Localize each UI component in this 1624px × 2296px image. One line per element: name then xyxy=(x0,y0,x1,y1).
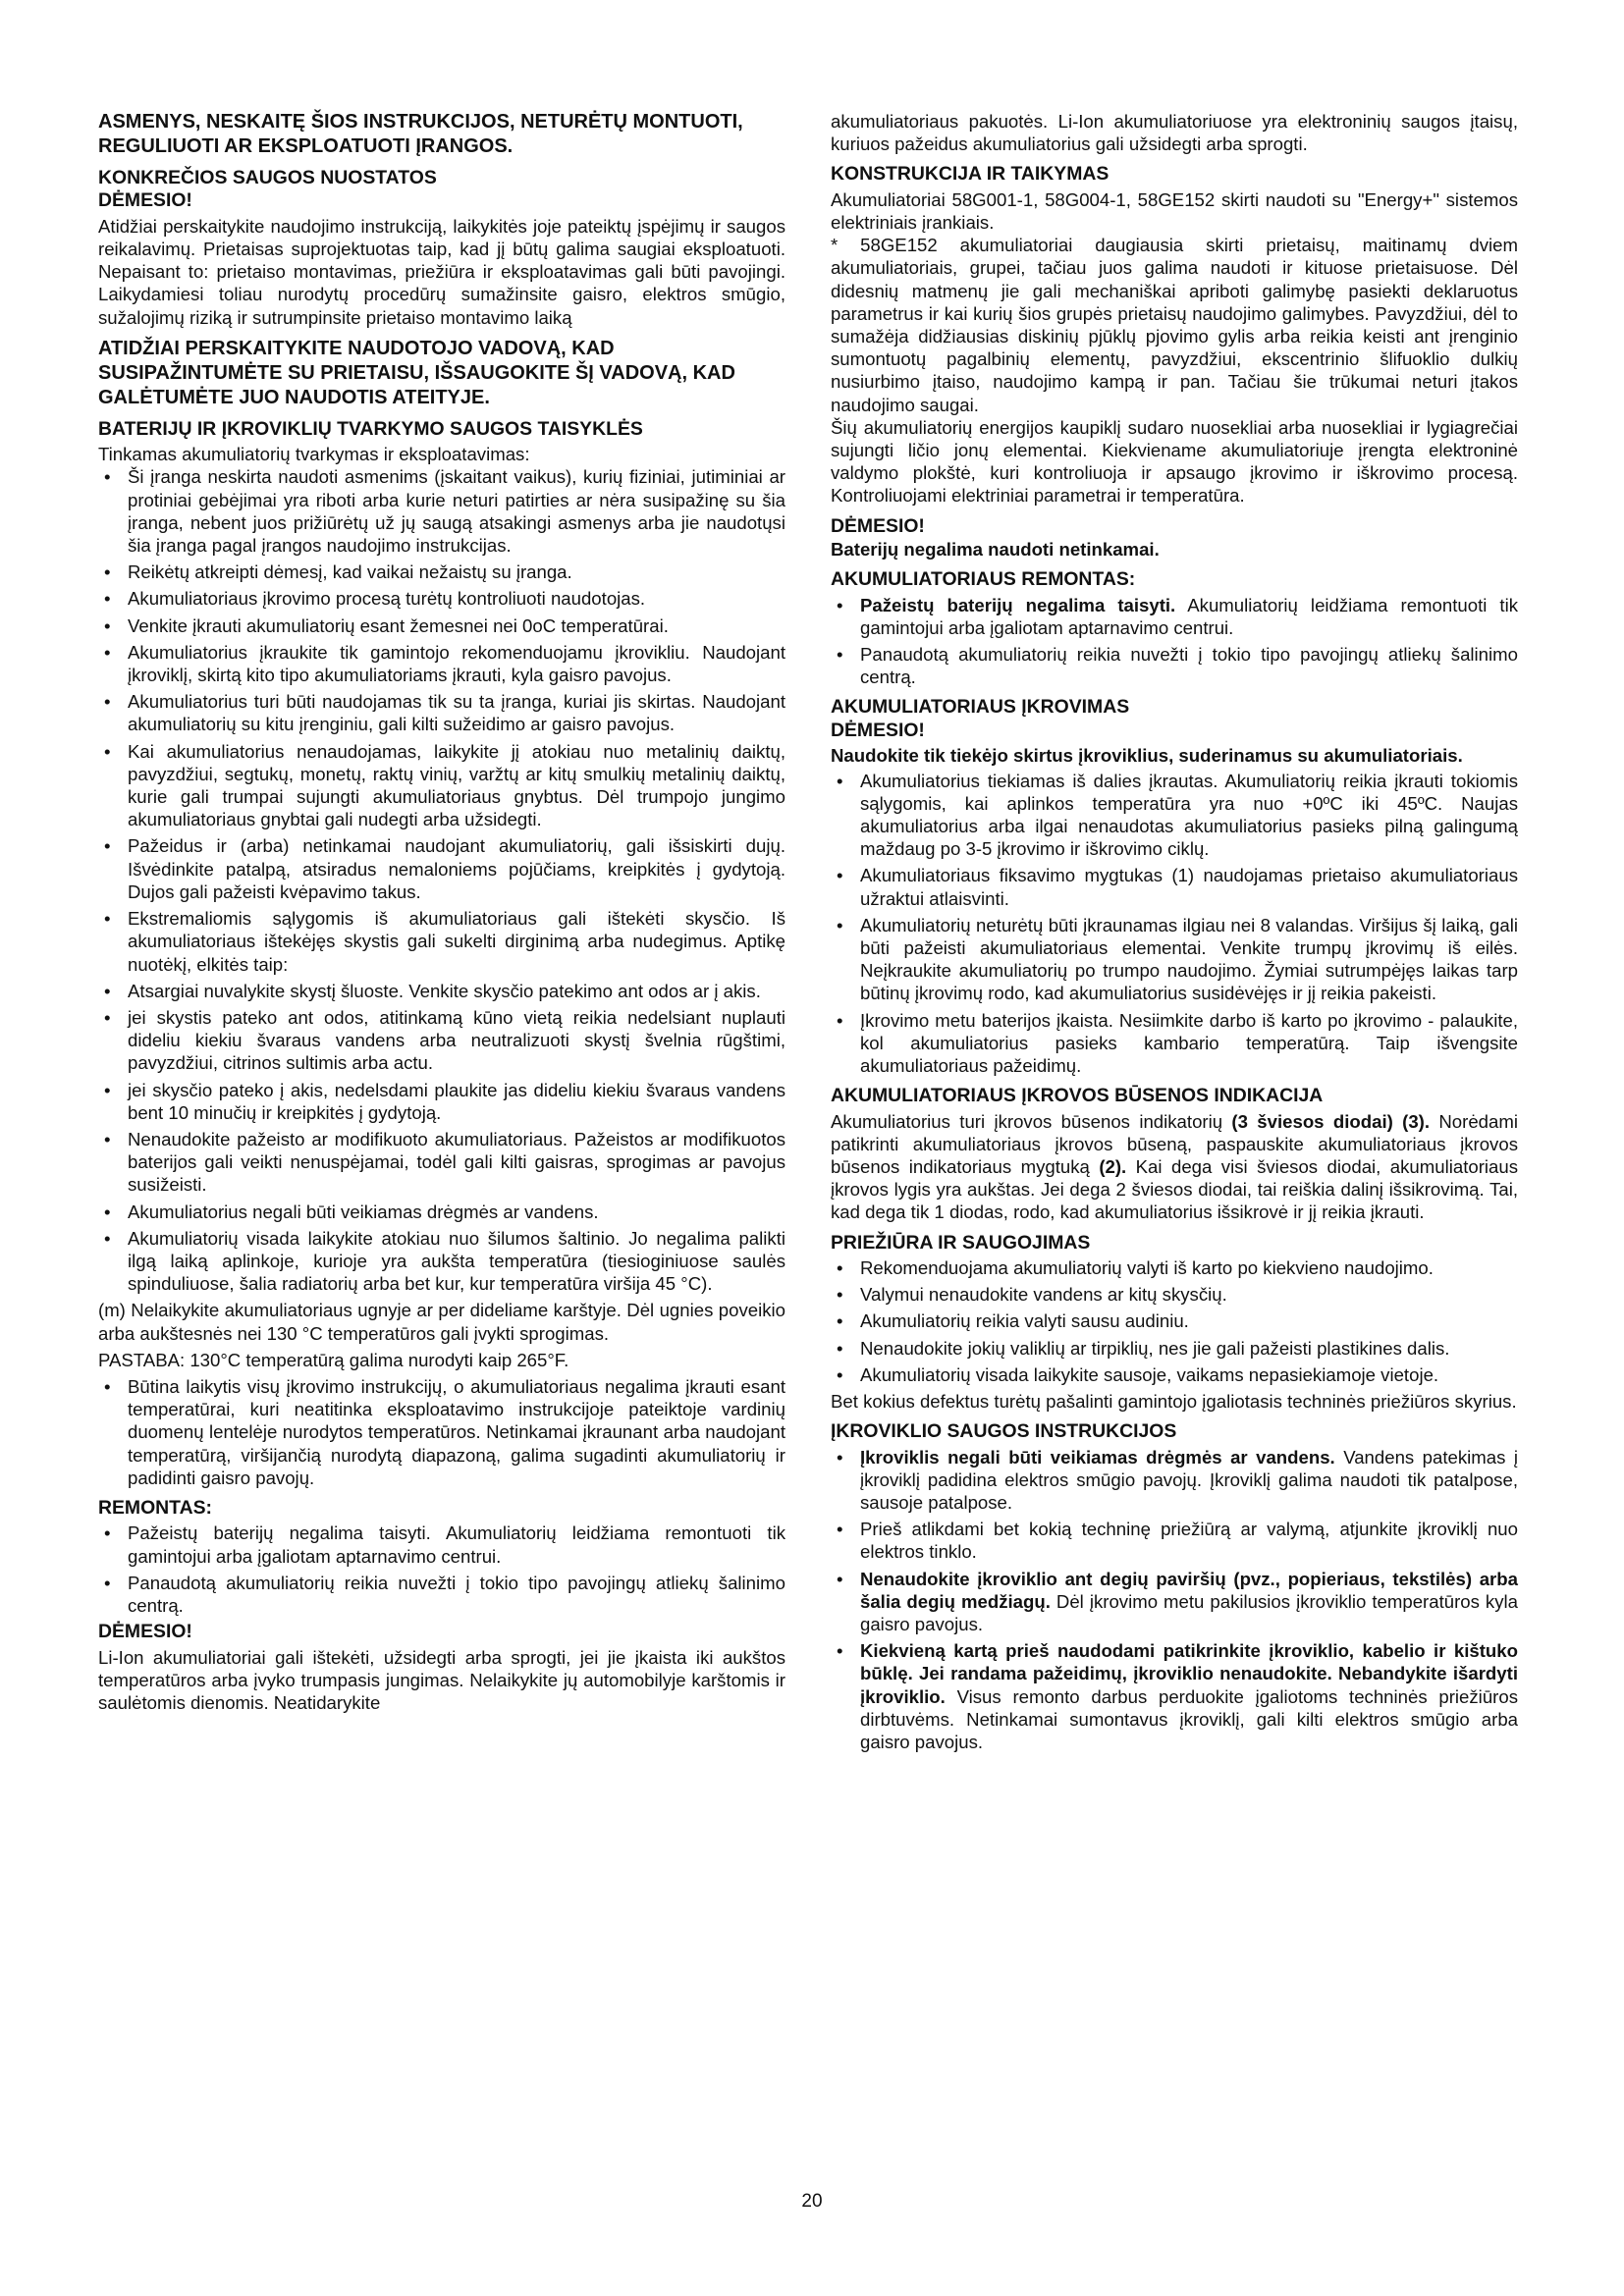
misuse-warning: Baterijų negalima naudoti netinkamai. xyxy=(831,539,1160,561)
list-item: • Ši įranga neskirta naudoti asmenims (įskaitant vaikus), kurių fiziniai, jutiminiai ar protiniai gebėjimai yra riboti arba kurie neturi patirties ar nėra susipažinę su šia įranga, nebent juos prižiūrėtų už jų saugą atsakingi asmenys arba jie naudotųsi šia įranga pagal įrangos naudojimo instrukcijas. xyxy=(98,465,785,557)
list-item: • Panaudotą akumuliatorių reikia nuvežti į tokio tipo pavojingų atliekų šalinimo centrą. xyxy=(98,1572,785,1617)
list-item: • Akumuliatorius tiekiamas iš dalies įkrautas. Akumuliatorių reikia įkrauti tokiomis sąlygomis, kai aplinkos temperatūra yra nuo +0ºC iki 45ºC. Naujas akumuliatorius arba ilgai nenaudotas akumuliatorius pasieks pilną galingumą maždaug po 3-5 įkrovimo ir iškrovimo ciklų. xyxy=(831,770,1518,861)
list-item: • jei skysčio pateko į akis, nedelsdami plaukite jas dideliu kiekiu švaraus vandens bent 10 minučių ir kreipkitės į gydytoją. xyxy=(98,1079,785,1124)
intro-text: Atidžiai perskaitykite naudojimo instrukciją, laikykitės joje pateiktų įspėjimų ir saugos reikalavimų. Prietaisas suprojektuotas taip, kad jį būtų galima saugiai eksploatuoti. Nepaisant to: prietaiso montavimas, priežiūra ir eksploatavimas gali būti pavojingi. Laikydamiesi toliau nurodytų procedūrų sumažinsite gaisro, elektros smūgio, sužalojimų riziką ir sutrumpinsite prietaiso montavimo laiką xyxy=(98,215,785,328)
battery-rules-heading: BATERIJŲ IR ĮKROVIKLIŲ TVARKYMO SAUGOS TAISYKLĖS xyxy=(98,417,643,440)
attention-label: DĖMESIO! xyxy=(831,514,925,537)
attention-label: DĖMESIO! xyxy=(831,719,925,741)
charger-bold-text: Nenaudokite įkroviklio ant degių paviršių (pvz., popieriaus, tekstilės) arba šalia degių medžiagų. xyxy=(860,1568,1518,1612)
list-item: • Nenaudokite jokių valiklių ar tirpiklių, nes jie gali pažeisti plastikines dalis. xyxy=(831,1337,1518,1360)
continuation-text: akumuliatoriaus pakuotės. Li-Ion akumuliatoriuose yra elektroninių saugos įtaisų, kuriuos pažeidus akumuliatorius gali užsidegti arba sprogti. xyxy=(831,111,1518,155)
charger-warning: Naudokite tik tiekėjo skirtus įkroviklius, suderinamus su akumuliatoriais. xyxy=(831,745,1463,767)
attention-label: DĖMESIO! xyxy=(98,1621,192,1643)
indication-text xyxy=(831,1110,1518,1224)
indication-heading: AKUMULIATORIAUS ĮKROVOS BŪSENOS INDIKACIJA xyxy=(831,1085,1324,1107)
fire-note: (m) Nelaikykite akumuliatoriaus ugnyje ar per dideliame karštyje. Dėl ugnies poveikio arba aukštesnės nei 130 °C temperatūros gali įvykti sprogimas. xyxy=(98,1300,785,1344)
battery-repair-list xyxy=(831,594,1518,689)
construction-paragraph: Šių akumuliatorių energijos kaupiklį sudaro nuosekliai arba nuosekliai ir lygiagrečiai sujungti ličio jonų elementai. Kiekviename akumuliatoriuje įrengta elektroninė valdymo plokštė, kuri kontroliuoja ir apsaugo įkrovimo ir iškrovimo procesą. Kontroliuojami elektriniai parametrai ir temperatūra. xyxy=(831,416,1518,507)
attention-label: DĖMESIO! xyxy=(98,189,192,212)
indication-bold: (3 šviesos diodai) (3). xyxy=(1231,1110,1431,1132)
page-number: 20 xyxy=(801,2191,823,2212)
list-item: • Akumuliatorius negali būti veikiamas drėgmės ar vandens. xyxy=(98,1201,785,1223)
list-item: • Ekstremaliomis sąlygomis iš akumuliatoriaus gali ištekėti skysčio. Iš akumuliatoriaus ištekėjęs skystis gali sukelti dirginimą arba nudegimus. Aptikę nuotėkį, elkitės taip: xyxy=(98,907,785,976)
list-item: • Reikėtų atkreipti dėmesį, kad vaikai nežaistų su įranga. xyxy=(98,561,785,583)
list-item xyxy=(831,1568,1518,1636)
list-item: • Pažeidus ir (arba) netinkamai naudojant akumuliatorių, gali išsiskirti dujų. Išvėdinkite patalpą, atsiradus nemaloniems pojūčiams, kreipkitės į gydytoją. Dujos gali pažeisti kvėpavimo takus. xyxy=(98,834,785,903)
battery-repair-heading: AKUMULIATORIAUS REMONTAS: xyxy=(831,568,1136,591)
list-item: • Būtina laikytis visų įkrovimo instrukcijų, o akumuliatoriaus negalima įkrauti esant temperatūrai, kuri neatitinka eksploatavimo instrukcijoje pateiktoje vardinių duomenų lentelėje nurodytos temperatūros. Netinkamai įkraunant arba naudojant temperatūrą, viršijančią nurodytą diapazoną, galima sugadinti akumuliatorių ir padidinti gaisro pavojų. xyxy=(98,1375,785,1489)
repair-bold-text: Pažeistų baterijų negalima taisyti. xyxy=(860,594,1176,615)
charger-bold-text: Įkroviklis negali būti veikiamas drėgmės ar vandens. xyxy=(860,1446,1335,1468)
charger-bold-text: Kiekvieną kartą prieš naudodami patikrinkite įkroviklio, kabelio ir kištuko būklę. Jei randama pažeidimų, įkroviklio nenaudokite. Nebandykite išardyti įkroviklio. xyxy=(860,1640,1518,1707)
list-item: • Akumuliatorių visada laikykite atokiau nuo šilumos šaltinio. Jo negalima palikti ilgą laiką aplinkoje, kurioje yra aukšta temperatūra (tiesioginiuose saulės spinduliuose, šalia radiatorių arba bet kur, kur temperatūra viršija 45 °C). xyxy=(98,1227,785,1296)
charge-rules-list xyxy=(98,1375,785,1489)
indication-text-part: Kai dega visi šviesos diodai, akumuliatoriaus įkrovos lygis yra aukštas. Jei dega 2 šviesos diodai, tai reiškia dalinį išsikrovimą. Tai, kad dega tik 1 diodas, rodo, kad akumuliatorius išsikrovė ir jį reikia įkrauti. xyxy=(831,1155,1518,1223)
battery-rules-list xyxy=(98,465,785,1295)
charging-list xyxy=(831,770,1518,1078)
repair-text: Akumuliatorių leidžiama remontuoti tik gamintojui arba įgaliotam aptarnavimo centrui. xyxy=(860,594,1518,638)
battery-rules-intro: Tinkamas akumuliatorių tvarkymas ir eksploatavimas: xyxy=(98,444,530,465)
construction-paragraph: Akumuliatoriai 58G001-1, 58G004-1, 58GE152 skirti naudoti su "Energy+" sistemos elektriniais įrankiais. xyxy=(831,188,1518,234)
list-item: • Nenaudokite pažeisto ar modifikuoto akumuliatoriaus. Pažeistos ar modifikuotos baterijos gali veikti nenuspėjamai, todėl gali kilti gaisras, sprogimas ar pavojus susižeisti. xyxy=(98,1128,785,1197)
list-item: • Akumuliatorius turi būti naudojamas tik su ta įranga, kuriai jis skirtas. Naudojant akumuliatorių su kitu įrenginiu, gali kilti sužeidimo ar gaisro pavojus. xyxy=(98,690,785,735)
maintenance-list xyxy=(831,1256,1518,1386)
list-item: • Kai akumuliatorius nenaudojamas, laikykite jį atokiau nuo metalinių daiktų, pavyzdžiui, segtukų, monetų, raktų vinių, varžtų ar kitų smulkių metalinių daiktų, kurie gali trumpai sujungti akumuliatoriaus gnybtus. Dėl trumpojo jungimo akumuliatoriaus gnybtai gali nudegti arba užsidegti. xyxy=(98,740,785,831)
list-item: • Panaudotą akumuliatorių reikia nuvežti į tokio tipo pavojingų atliekų šalinimo centrą. xyxy=(831,643,1518,688)
charger-safety-heading: ĮKROVIKLIO SAUGOS INSTRUKCIJOS xyxy=(831,1420,1177,1443)
list-item xyxy=(831,594,1518,639)
right-column xyxy=(831,110,1518,1757)
indication-text-part: Akumuliatorius turi įkrovos būsenos indikatorių xyxy=(831,1110,1223,1132)
indication-bold: (2). xyxy=(1099,1155,1127,1177)
list-item: • Rekomenduojama akumuliatorių valyti iš karto po kiekvieno naudojimo. xyxy=(831,1256,1518,1279)
repair-heading: REMONTAS: xyxy=(98,1496,212,1519)
charger-text: Visus remonto darbus perduokite įgaliotoms techninės priežiūros dirbtuvėms. Netinkamai sumontavus įkroviklį, gali kilti elektros smūgio arba gaisro pavojus. xyxy=(860,1685,1518,1753)
charger-safety-list xyxy=(831,1446,1518,1754)
list-item: • Akumuliatoriaus fiksavimo mygtukas (1) naudojamas prietaiso akumuliatoriaus užraktui atlaisvinti. xyxy=(831,864,1518,909)
maintenance-note: Bet kokius defektus turėtų pašalinti gamintojo įgaliotasis techninės priežiūros skyrius. xyxy=(831,1390,1517,1412)
list-item: • Prieš atlikdami bet kokią techninę priežiūrą ar valymą, atjunkite įkroviklį nuo elektros tinklo. xyxy=(831,1518,1518,1563)
list-item: • Pažeistų baterijų negalima taisyti. Akumuliatorių leidžiama remontuoti tik gamintojui arba įgaliotam aptarnavimo centrui. xyxy=(98,1522,785,1567)
list-item: • Akumuliatorių reikia valyti sausu audiniu. xyxy=(831,1309,1518,1332)
list-item: • Akumuliatorius įkraukite tik gamintojo rekomenduojamu įkrovikliu. Naudojant įkroviklį, skirtą kito tipo akumuliatoriams įkrauti, kyla gaisro pavojus. xyxy=(98,641,785,686)
list-item xyxy=(831,1446,1518,1515)
list-item: • Atsargiai nuvalykite skystį šluoste. Venkite skysčio patekimo ant odos ar į akis. xyxy=(98,980,785,1002)
charging-heading: AKUMULIATORIAUS ĮKROVIMAS xyxy=(831,696,1130,719)
list-item: • Akumuliatorių neturėtų būti įkraunamas ilgiau nei 8 valandas. Viršijus šį laiką, gali būti pažeisti akumuliatoriaus elementai. Venkite trumpų įkrovimų iš eilės. Neįkraukite akumuliatorių po trumpo naudojimo. Žymiai sutrumpėjęs laikas tarp būtinų įkrovimų rodo, kad akumuliatorius susidėvėjęs ir jį reikia pakeisti. xyxy=(831,914,1518,1005)
pastaba-note: PASTABA: 130°C temperatūrą galima nurodyti kaip 265°F. xyxy=(98,1349,569,1370)
charger-text: Dėl įkrovimo metu pakilusios įkroviklio temperatūros kyla gaisro pavojus. xyxy=(860,1590,1518,1635)
list-item xyxy=(831,1639,1518,1753)
construction-paragraph: * 58GE152 akumuliatoriai daugiausia skirti prietaisų, maitinamų dviem akumuliatoriais, grupei, tačiau juos galima naudoti ir kituose prietaisuose. Dėl didesnių matmenų jie gali mechaniškai apriboti galimybę pasiekti deklaruotus parametrus ir kai kurių šios grupės prietaisų naudojimo galimybes. Pavyzdžiui, dėl to sumažėja didžiausias diskinių pjūklų pjovimo gylis arba reikia keisti ant įrenginio sumontuotų pagalbinių elementų, pavyzdžiui, ekscentrinio šlifuoklio dulkių nusiurbimo įtaiso, naudojimo kampą ir pan. Tačiau šie trūkumai neturi įtakos naudojimo saugai. xyxy=(831,235,1518,415)
list-item: • Įkrovimo metu baterijos įkaista. Nesiimkite darbo iš karto po įkrovimo - palaukite, kol akumuliatorius pasieks kambario temperatūrą. Taip išvengsite akumuliatoriaus pažeidimų. xyxy=(831,1009,1518,1078)
indication-text-part: Norėdami patikrinti akumuliatoriaus įkrovos būseną, paspauskite akumuliatoriaus įkrovos būsenos indikatoriaus mygtuką xyxy=(831,1110,1518,1177)
left-column xyxy=(98,110,785,1718)
charger-text: Vandens patekimas į įkroviklį padidina elektros smūgio pavojų. Įkroviklį galima naudoti tik patalpose, sausoje patalpose. xyxy=(860,1446,1518,1513)
list-item: • Akumuliatoriaus įkrovimo procesą turėtų kontroliuoti naudotojas. xyxy=(98,587,785,610)
specific-rules-heading: KONKREČIOS SAUGOS NUOSTATOS xyxy=(98,167,437,188)
list-item: • Akumuliatorių visada laikykite sausoje, vaikams nepasiekiamoje vietoje. xyxy=(831,1363,1518,1386)
maintenance-heading: PRIEŽIŪRA IR SAUGOJIMAS xyxy=(831,1231,1091,1254)
construction-heading: KONSTRUKCIJA IR TAIKYMAS xyxy=(831,163,1110,186)
liion-warning-text: Li-Ion akumuliatoriai gali ištekėti, užsidegti arba sprogti, jei jie įkaista iki aukštos temperatūros arba įvyko trumpasis jungimas. Nelaikykite jų automobilyje karštomis ir saulėtomis dienomis. Neatidarykite xyxy=(98,1646,785,1713)
read-manual-heading: ATIDŽIAI PERSKAITYKITE NAUDOTOJO VADOVĄ, KAD SUSIPAŽINTUMĖTE SU PRIETAISU, IŠSAUGOKITE ŠĮ VADOVĄ, KAD GALĖTUMĖTE JUO NAUDOTIS ATEITYJE. xyxy=(98,337,735,408)
list-item: • Valymui nenaudokite vandens ar kitų skysčių. xyxy=(831,1283,1518,1306)
repair-list xyxy=(98,1522,785,1617)
warning-heading: ASMENYS, NESKAITĘ ŠIOS INSTRUKCIJOS, NETURĖTŲ MONTUOTI, REGULIUOTI AR EKSPLOATUOTI ĮRANGOS. xyxy=(98,111,743,157)
list-item: • jei skystis pateko ant odos, atitinkamą kūno vietą reikia nedelsiant nuplauti dideliu kiekiu švaraus vandens arba neutralizuoti skystį švelnia rūgštimi, pavyzdžiui, citrinos sultimis arba actu. xyxy=(98,1006,785,1075)
list-item: • Venkite įkrauti akumuliatorių esant žemesnei nei 0oC temperatūrai. xyxy=(98,614,785,637)
